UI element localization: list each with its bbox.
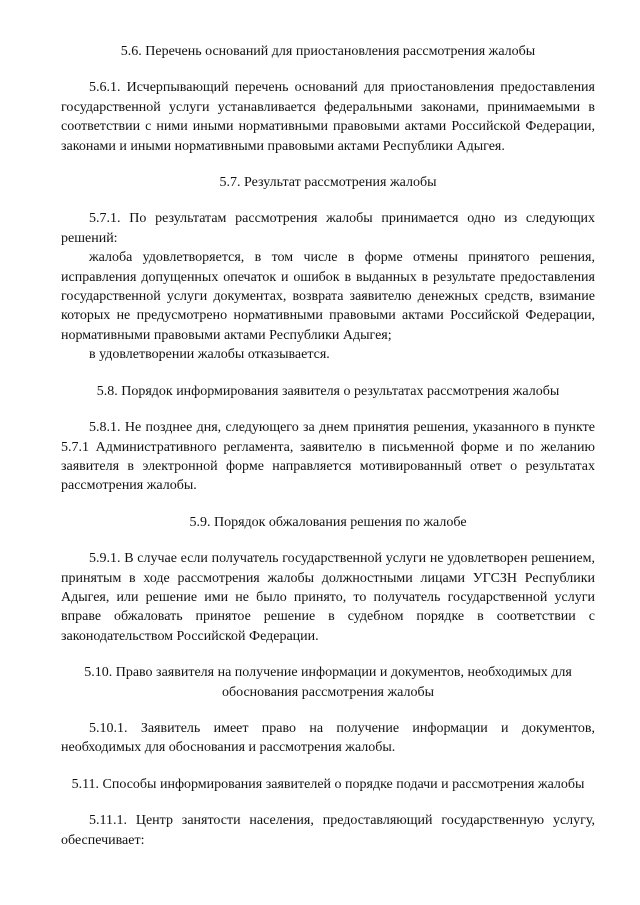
paragraph-5-10-1: 5.10.1. Заявитель имеет право на получение информации и документов, необходимых для обоснования и рассмотрения жалобы. bbox=[61, 720, 595, 756]
paragraph-5-7-1: 5.7.1. По результатам рассмотрения жалобы принимается одно из следующих решений: bbox=[61, 211, 595, 246]
paragraph-5-6-1: 5.6.1. Исчерпывающий перечень оснований для приостановления предоставления государственной услуги устанавливается федеральными законами, принимаемыми в соответствии с ними иными нормативными правовыми актами Российской Федерации, законами и иными нормативными правовыми актами Республики Адыгея. bbox=[61, 80, 595, 154]
section-heading-5-11: 5.11. Способы информирования заявителей о порядке подачи и рассмотрения жалобы bbox=[71, 776, 585, 792]
section-heading-5-9: 5.9. Порядок обжалования решения по жалобе bbox=[189, 514, 467, 530]
paragraph-5-11-1: 5.11.1. Центр занятости населения, предоставляющий государственную услугу, обеспечивает: bbox=[61, 813, 595, 848]
section-heading-5-10: 5.10. Право заявителя на получение информации и документов, необходимых для обоснования рассмотрения жалобы bbox=[84, 665, 572, 700]
paragraph-5-8-1: 5.8.1. Не позднее дня, следующего за днем принятия решения, указанного в пункте 5.7.1 Административного регламента, заявителю в письменной форме и по желанию заявителя в электронной форме направляется мотивированный ответ о результатах рассмотрения жалобы. bbox=[61, 420, 595, 494]
list-item-complaint-rejected: в удовлетворении жалобы отказывается. bbox=[89, 347, 330, 363]
section-heading-5-8: 5.8. Порядок информирования заявителя о результатах рассмотрения жалобы bbox=[96, 383, 560, 399]
section-heading-5-7: 5.7. Результат рассмотрения жалобы bbox=[219, 175, 437, 191]
section-heading-5-6: 5.6. Перечень оснований для приостановления рассмотрения жалобы bbox=[120, 44, 536, 59]
paragraph-5-9-1: 5.9.1. В случае если получатель государственной услуги не удовлетворен решением, принятым в ходе рассмотрения жалобы должностными лицами УГСЗН Республики Адыгея, или решение ими не было принято, то получатель государственной услуги вправе обжаловать принятое решение в судебном порядке в соответствии с законодательством Российской Федерации. bbox=[61, 551, 595, 644]
document-page bbox=[61, 42, 595, 850]
list-item-complaint-satisfied: жалоба удовлетворяется, в том числе в форме отмены принятого решения, исправления допущенных опечаток и ошибок в выданных в результате предоставления государственной услуги документах, возврата заявителю денежных средств, взимание которых не предусмотрено нормативными правовыми актами Российской Федерации, нормативными правовыми актами Республики Адыгея; bbox=[61, 250, 595, 343]
